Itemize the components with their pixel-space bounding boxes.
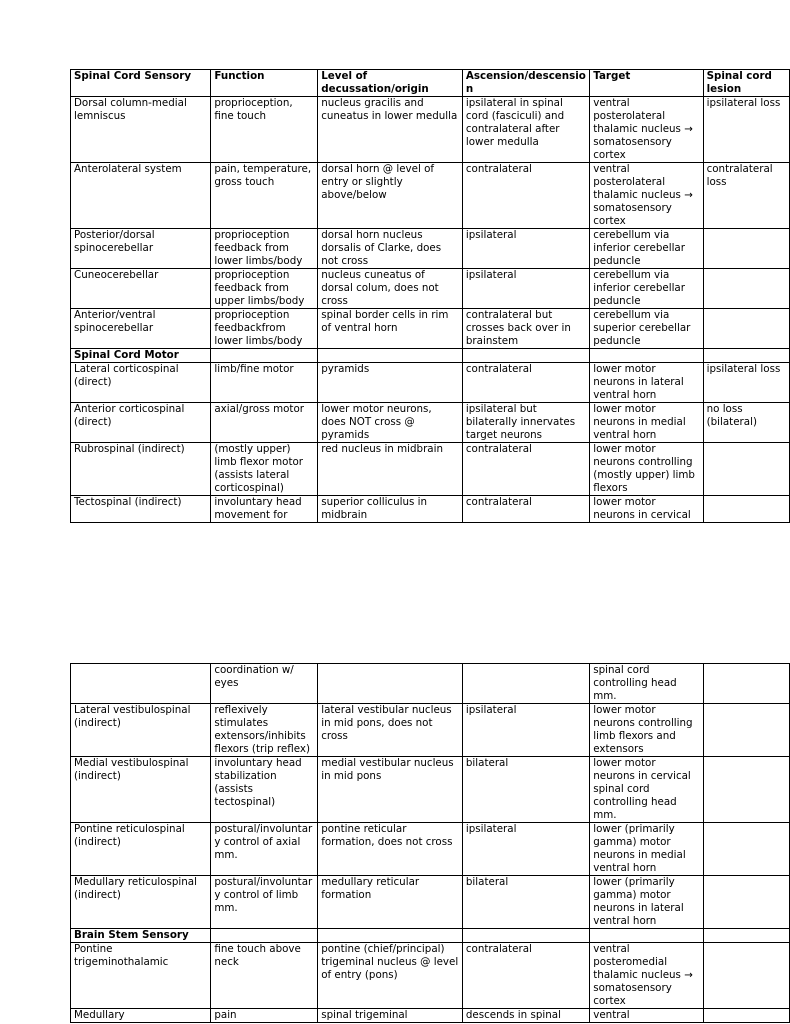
- table-cell: (mostly upper) limb flexor motor (assists lateral corticospinal): [211, 443, 318, 496]
- table-cell: [71, 664, 211, 704]
- header-cell: Target: [590, 70, 703, 97]
- table-cell: coordination w/ eyes: [211, 664, 318, 704]
- table-cell: spinal cord controlling head mm.: [590, 664, 703, 704]
- table-row: [71, 403, 790, 443]
- table-row: [71, 704, 790, 757]
- table-cell: dorsal horn @ level of entry or slightly above/below: [318, 163, 463, 229]
- table-cell: pain: [211, 1009, 318, 1023]
- table-cell: [703, 309, 789, 349]
- table-cell: cerebellum via inferior cerebellar peduncle: [590, 269, 703, 309]
- table-cell: [703, 664, 789, 704]
- table-cell: contralateral: [462, 363, 589, 403]
- table-row: [71, 757, 790, 823]
- table-cell: [703, 876, 789, 929]
- table-cell: Posterior/dorsal spinocerebellar: [71, 229, 211, 269]
- table-cell: [703, 1009, 789, 1023]
- table-cell: [318, 664, 463, 704]
- table-cell: ventral posterolateral thalamic nucleus → somatosensory cortex: [590, 97, 703, 163]
- table-cell: lateral vestibular nucleus in mid pons, does not cross: [318, 704, 463, 757]
- table-cell: ipsilateral: [462, 704, 589, 757]
- table-cell: lower motor neurons in cervical: [590, 496, 703, 523]
- table-cell: ventral posterolateral thalamic nucleus → somatosensory cortex: [590, 163, 703, 229]
- table-cell: pontine (chief/principal) trigeminal nucleus @ level of entry (pons): [318, 943, 463, 1009]
- table-cell: descends in spinal: [462, 1009, 589, 1023]
- header-row: [71, 70, 790, 97]
- table-cell: contralateral: [462, 443, 589, 496]
- header-cell: Level of decussation/origin: [318, 70, 463, 97]
- table-cell: spinal trigeminal: [318, 1009, 463, 1023]
- table-cell: [703, 229, 789, 269]
- table-cell: [703, 757, 789, 823]
- table-cell: contralateral: [462, 943, 589, 1009]
- table-cell: Medullary reticulospinal (indirect): [71, 876, 211, 929]
- header-cell: Spinal cord lesion: [703, 70, 789, 97]
- table-cell: [703, 704, 789, 757]
- table-cell: contralateral: [462, 163, 589, 229]
- section-label: Brain Stem Sensory: [71, 929, 211, 943]
- table-row: [71, 229, 790, 269]
- table-cell: [703, 823, 789, 876]
- table-cell: no loss (bilateral): [703, 403, 789, 443]
- table-cell: Anterior corticospinal (direct): [71, 403, 211, 443]
- section-label: Spinal Cord Motor: [71, 349, 211, 363]
- table-cell: [703, 269, 789, 309]
- table-cell: ipsilateral but bilaterally innervates target neurons: [462, 403, 589, 443]
- section-cell: [590, 349, 703, 363]
- table-cell: [703, 943, 789, 1009]
- motor-brainstem-table-body: [71, 664, 790, 1023]
- header-cell: Spinal Cord Sensory: [71, 70, 211, 97]
- section-cell: [703, 349, 789, 363]
- section-cell: [590, 929, 703, 943]
- table-cell: bilateral: [462, 876, 589, 929]
- section-cell: [462, 349, 589, 363]
- table-cell: medial vestibular nucleus in mid pons: [318, 757, 463, 823]
- section-cell: [703, 929, 789, 943]
- table-cell: proprioception feedbackfrom lower limbs/body: [211, 309, 318, 349]
- sensory-motor-table-body: [71, 70, 790, 523]
- table-cell: cerebellum via superior cerebellar peduncle: [590, 309, 703, 349]
- section-cell: [462, 929, 589, 943]
- table-cell: Lateral vestibulospinal (indirect): [71, 704, 211, 757]
- table-cell: Lateral corticospinal (direct): [71, 363, 211, 403]
- table-cell: reflexively stimulates extensors/inhibits flexors (trip reflex): [211, 704, 318, 757]
- table-cell: nucleus gracilis and cuneatus in lower medulla: [318, 97, 463, 163]
- table-row: [71, 943, 790, 1009]
- table-cell: ipsilateral: [462, 229, 589, 269]
- table-cell: pyramids: [318, 363, 463, 403]
- table-cell: postural/involuntary control of limb mm.: [211, 876, 318, 929]
- table-cell: superior colliculus in midbrain: [318, 496, 463, 523]
- table-cell: medullary reticular formation: [318, 876, 463, 929]
- table-cell: lower motor neurons in medial ventral horn: [590, 403, 703, 443]
- table-cell: dorsal horn nucleus dorsalis of Clarke, does not cross: [318, 229, 463, 269]
- table-row: [71, 496, 790, 523]
- section-cell: [211, 349, 318, 363]
- table-cell: fine touch above neck: [211, 943, 318, 1009]
- table-cell: spinal border cells in rim of ventral horn: [318, 309, 463, 349]
- table-cell: cerebellum via inferior cerebellar peduncle: [590, 229, 703, 269]
- table-cell: involuntary head movement for: [211, 496, 318, 523]
- table-cell: ventral: [590, 1009, 703, 1023]
- table-cell: ventral posteromedial thalamic nucleus → somatosensory cortex: [590, 943, 703, 1009]
- table-row: [71, 1009, 790, 1023]
- table-cell: lower (primarily gamma) motor neurons in lateral ventral horn: [590, 876, 703, 929]
- header-cell: Ascension/descension: [462, 70, 589, 97]
- table-cell: Pontine trigeminothalamic: [71, 943, 211, 1009]
- table-cell: Anterior/ventral spinocerebellar: [71, 309, 211, 349]
- table-cell: Medial vestibulospinal (indirect): [71, 757, 211, 823]
- table-cell: [462, 664, 589, 704]
- motor-brainstem-table: [70, 663, 790, 1023]
- table-cell: ipsilateral in spinal cord (fasciculi) and contralateral after lower medulla: [462, 97, 589, 163]
- table-cell: proprioception, fine touch: [211, 97, 318, 163]
- table-cell: involuntary head stabilization (assists tectospinal): [211, 757, 318, 823]
- table-cell: lower motor neurons, does NOT cross @ pyramids: [318, 403, 463, 443]
- table-cell: Rubrospinal (indirect): [71, 443, 211, 496]
- header-cell: Function: [211, 70, 318, 97]
- section-cell: [318, 349, 463, 363]
- table-cell: pontine reticular formation, does not cross: [318, 823, 463, 876]
- table-cell: contralateral: [462, 496, 589, 523]
- section-row: [71, 349, 790, 363]
- table-cell: red nucleus in midbrain: [318, 443, 463, 496]
- table-row: [71, 664, 790, 704]
- table-cell: proprioception feedback from upper limbs/body: [211, 269, 318, 309]
- table-row: [71, 269, 790, 309]
- table-row: [71, 363, 790, 403]
- table-cell: axial/gross motor: [211, 403, 318, 443]
- table-cell: lower motor neurons in cervical spinal cord controlling head mm.: [590, 757, 703, 823]
- table-cell: Cuneocerebellar: [71, 269, 211, 309]
- table-cell: ipsilateral: [462, 823, 589, 876]
- table-cell: ipsilateral: [462, 269, 589, 309]
- table-cell: [703, 496, 789, 523]
- table-row: [71, 876, 790, 929]
- table-row: [71, 823, 790, 876]
- section-row: [71, 929, 790, 943]
- table-cell: Anterolateral system: [71, 163, 211, 229]
- table-cell: limb/fine motor: [211, 363, 318, 403]
- table-cell: nucleus cuneatus of dorsal colum, does not cross: [318, 269, 463, 309]
- section-cell: [211, 929, 318, 943]
- section-cell: [318, 929, 463, 943]
- table-cell: Medullary: [71, 1009, 211, 1023]
- table-cell: Tectospinal (indirect): [71, 496, 211, 523]
- table-row: [71, 309, 790, 349]
- table-cell: pain, temperature, gross touch: [211, 163, 318, 229]
- table-cell: bilateral: [462, 757, 589, 823]
- table-cell: lower motor neurons in lateral ventral horn: [590, 363, 703, 403]
- sensory-motor-table: [70, 69, 790, 523]
- table-cell: lower motor neurons controlling (mostly upper) limb flexors: [590, 443, 703, 496]
- table-cell: ipsilateral loss: [703, 97, 789, 163]
- table-cell: lower (primarily gamma) motor neurons in medial ventral horn: [590, 823, 703, 876]
- table-cell: lower motor neurons controlling limb flexors and extensors: [590, 704, 703, 757]
- table-cell: contralateral loss: [703, 163, 789, 229]
- table-row: [71, 163, 790, 229]
- table-cell: [703, 443, 789, 496]
- table-cell: postural/involuntary control of axial mm.: [211, 823, 318, 876]
- table-cell: contralateral but crosses back over in brainstem: [462, 309, 589, 349]
- table-cell: Pontine reticulospinal (indirect): [71, 823, 211, 876]
- table-row: [71, 97, 790, 163]
- table-cell: Dorsal column-medial lemniscus: [71, 97, 211, 163]
- table-cell: ipsilateral loss: [703, 363, 789, 403]
- table-cell: proprioception feedback from lower limbs/body: [211, 229, 318, 269]
- table-row: [71, 443, 790, 496]
